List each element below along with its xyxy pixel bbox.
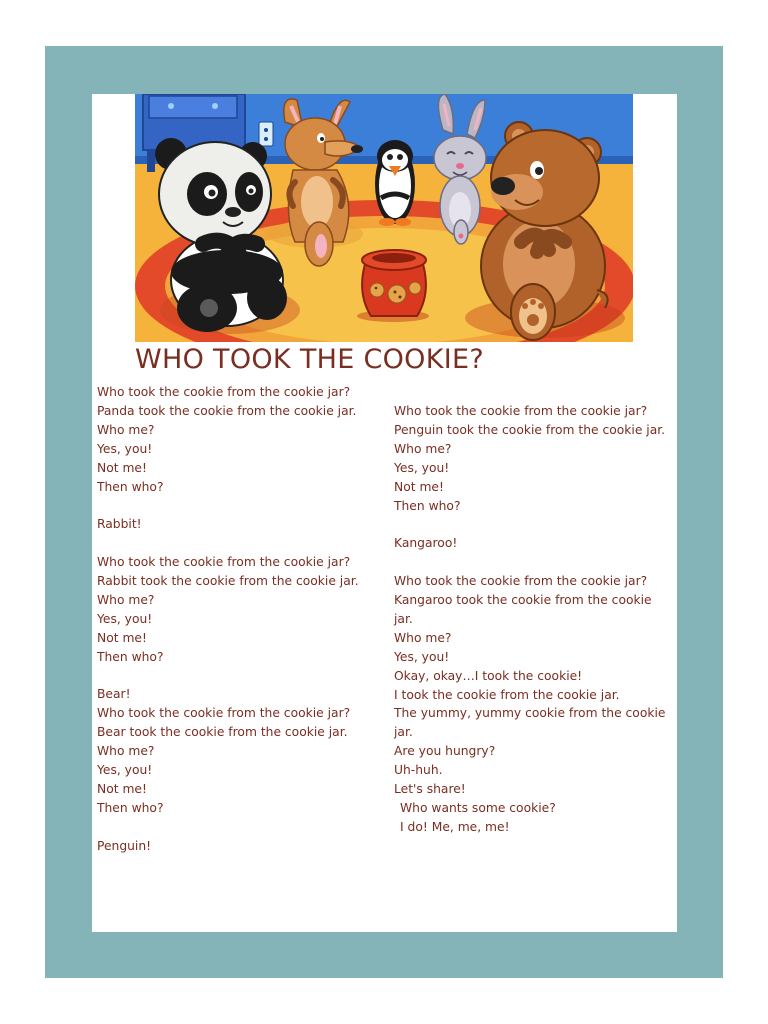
poem-line: Who took the cookie from the cookie jar? (97, 555, 351, 570)
story-illustration (135, 94, 633, 342)
poem-line: Rabbit took the cookie from the cookie jar. (97, 574, 359, 589)
poem-line: Yes, you! (394, 649, 450, 664)
poem-line: Who me? (97, 422, 155, 437)
poem-line: Are you hungry? (394, 744, 496, 759)
poem-line: Not me! (97, 781, 147, 796)
poem-line: Who took the cookie from the cookie jar? (97, 385, 351, 399)
poem-line (394, 553, 679, 572)
poem-line: Bear took the cookie from the cookie jar. (97, 725, 348, 740)
poem-line: Who wants some cookie? (400, 801, 556, 815)
poem-line: Okay, okay…I took the cookie! (394, 668, 583, 683)
poem-left-column (97, 383, 387, 856)
poem-line: Then who? (97, 649, 164, 664)
poem-line: Not me! (97, 460, 147, 475)
poem-line: Uh-huh. (394, 763, 443, 778)
poem-line: Then who? (97, 479, 164, 494)
poem-line: Who me? (97, 744, 155, 759)
poem-line: Not me! (394, 479, 444, 494)
poem-line: Yes, you! (97, 763, 153, 778)
poem-line: Then who? (394, 498, 461, 513)
poem-line: Who took the cookie from the cookie jar? (97, 706, 351, 721)
cookie-jar (357, 250, 429, 322)
poem-line (97, 818, 387, 837)
poem-line (97, 667, 387, 686)
poem-line: Who me? (97, 592, 155, 607)
poem-line: Penguin took the cookie from the cookie jar. (394, 422, 666, 437)
poem-line: The yummy, yummy cookie from the cookie (394, 706, 666, 721)
poem-line: jar. (394, 725, 413, 740)
poem-line: Bear! (97, 687, 131, 702)
poem-line: Panda took the cookie from the cookie jar. (97, 403, 357, 418)
poem-line (394, 515, 679, 534)
poem-line (97, 534, 387, 553)
poem-line: Yes, you! (97, 611, 153, 626)
poem-line: I do! Me, me, me! (400, 819, 510, 834)
wall-outlet (259, 122, 273, 146)
poem-line: Who took the cookie from the cookie jar? (394, 574, 648, 589)
poem-line: Penguin! (97, 838, 152, 853)
poem-line: jar. (394, 611, 413, 626)
poem-line (97, 496, 387, 515)
poem-line: Kangaroo! (394, 536, 458, 551)
poem-line: Then who? (97, 800, 164, 815)
poem-line: Who took the cookie from the cookie jar? (394, 404, 648, 418)
poem-line: Kangaroo took the cookie from the cookie (394, 593, 652, 608)
poem-line: Rabbit! (97, 517, 142, 532)
poem-line: I took the cookie from the cookie jar. (394, 687, 620, 702)
poem-line: Who me? (394, 441, 452, 456)
poem-line: Yes, you! (97, 441, 153, 456)
poem-line: Who me? (394, 630, 452, 645)
page-title: WHO TOOK THE COOKIE? (135, 344, 484, 375)
poem-line: Let's share! (394, 782, 466, 797)
poem-right-column (394, 402, 679, 837)
poem-line: Yes, you! (394, 460, 450, 475)
poem-line: Not me! (97, 630, 147, 645)
